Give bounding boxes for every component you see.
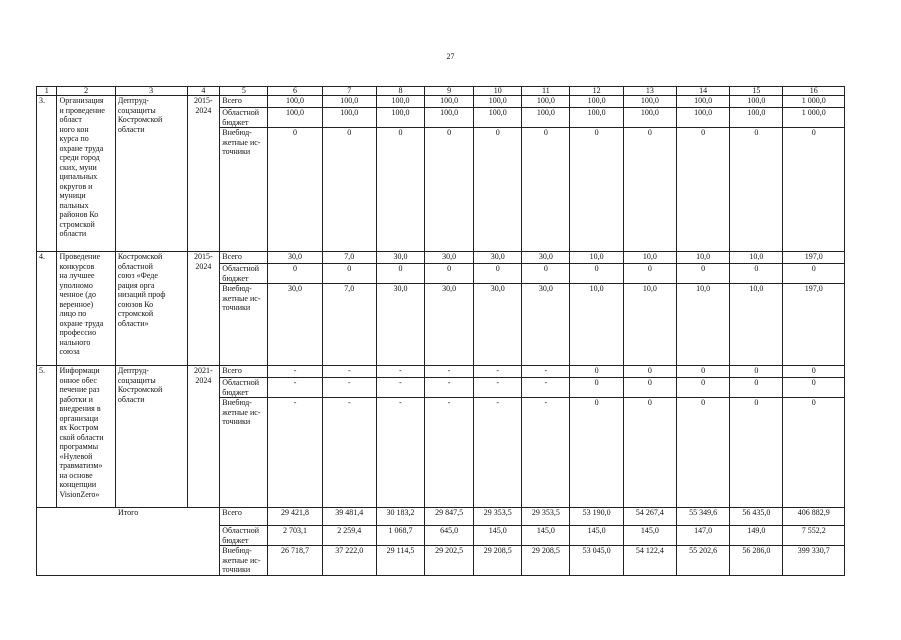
year-value: 0 — [676, 378, 729, 398]
funding-source: Внебюд- жетные ис- точники — [220, 546, 268, 576]
total-value: 29 847,5 — [425, 508, 474, 526]
year-value: 0 — [522, 128, 570, 252]
year-value: 100,0 — [730, 108, 783, 128]
year-value: 0 — [623, 378, 676, 398]
total-value: 29 208,5 — [522, 546, 570, 576]
column-number-header: 5 — [220, 87, 268, 96]
year-value: 10,0 — [730, 284, 783, 366]
year-value: 197,0 — [783, 284, 845, 366]
year-value: 100,0 — [474, 108, 522, 128]
total-value: 145,0 — [522, 526, 570, 546]
year-value: 0 — [322, 128, 376, 252]
year-value: - — [268, 366, 322, 378]
year-value: 0 — [783, 378, 845, 398]
total-value: 29 114,5 — [376, 546, 424, 576]
year-value: 30,0 — [522, 252, 570, 264]
total-value: 29 353,5 — [522, 508, 570, 526]
item-index: 4. — [37, 252, 57, 366]
total-value: 55 349,6 — [676, 508, 729, 526]
total-value: 645,0 — [425, 526, 474, 546]
year-value: - — [522, 366, 570, 378]
year-value: - — [322, 366, 376, 378]
year-value: 0 — [730, 378, 783, 398]
year-value: - — [376, 398, 424, 508]
year-value: 0 — [268, 128, 322, 252]
column-number-header: 16 — [783, 87, 845, 96]
year-value: - — [376, 378, 424, 398]
total-value: 29 421,8 — [268, 508, 322, 526]
total-value: 29 202,5 — [425, 546, 474, 576]
year-value: 0 — [783, 264, 845, 284]
year-value: 0 — [783, 128, 845, 252]
column-number-header: 6 — [268, 87, 322, 96]
item-executor: Дептруд- соцзащиты Костромской области — [115, 96, 187, 252]
total-value: 1 068,7 — [376, 526, 424, 546]
column-number-header: 3 — [115, 87, 187, 96]
total-value: 399 330,7 — [783, 546, 845, 576]
total-value: 54 122,4 — [623, 546, 676, 576]
total-label: Итого — [37, 508, 220, 576]
table-row — [37, 96, 845, 108]
year-value: 0 — [570, 398, 623, 508]
funding-source: Всего — [220, 366, 268, 378]
total-value: 55 202,6 — [676, 546, 729, 576]
year-value: 0 — [676, 264, 729, 284]
year-value: - — [474, 366, 522, 378]
year-value: - — [474, 378, 522, 398]
year-value: 30,0 — [474, 252, 522, 264]
year-value: 10,0 — [623, 252, 676, 264]
year-value: - — [522, 398, 570, 508]
year-value: 0 — [730, 128, 783, 252]
year-value: - — [376, 366, 424, 378]
total-value: 39 481,4 — [322, 508, 376, 526]
year-value: 1 000,0 — [783, 108, 845, 128]
item-period: 2021- 2024 — [187, 366, 220, 508]
funding-source: Областной бюджет — [220, 378, 268, 398]
year-value: 0 — [623, 264, 676, 284]
year-value: 100,0 — [570, 96, 623, 108]
year-value: 0 — [268, 264, 322, 284]
column-number-header: 8 — [376, 87, 424, 96]
year-value: 100,0 — [676, 108, 729, 128]
year-value: - — [268, 398, 322, 508]
column-number-header: 14 — [676, 87, 729, 96]
year-value: 100,0 — [730, 96, 783, 108]
year-value: 100,0 — [268, 108, 322, 128]
column-number-header: 7 — [322, 87, 376, 96]
year-value: 1 000,0 — [783, 96, 845, 108]
total-value: 29 353,5 — [474, 508, 522, 526]
year-value: 100,0 — [474, 96, 522, 108]
column-number-header: 1 — [37, 87, 57, 96]
year-value: 30,0 — [425, 252, 474, 264]
year-value: 10,0 — [623, 284, 676, 366]
year-value: 10,0 — [570, 284, 623, 366]
total-value: 53 045,0 — [570, 546, 623, 576]
year-value: 10,0 — [730, 252, 783, 264]
year-value: 30,0 — [522, 284, 570, 366]
funding-source: Внебюд- жетные ис- точники — [220, 284, 268, 366]
total-value: 2 703,1 — [268, 526, 322, 546]
year-value: 0 — [570, 264, 623, 284]
year-value: 10,0 — [676, 252, 729, 264]
item-name: Проведение конкурсов на лучшее уполномо ченное (до веренное) лицо по охране труда профессио нального союза — [57, 252, 115, 366]
table-body — [37, 87, 845, 576]
item-period: 2015- 2024 — [187, 252, 220, 366]
year-value: 30,0 — [268, 252, 322, 264]
table-row — [37, 252, 845, 264]
year-value: - — [322, 398, 376, 508]
total-value: 145,0 — [623, 526, 676, 546]
item-period: 2015- 2024 — [187, 96, 220, 252]
total-value: 29 208,5 — [474, 546, 522, 576]
column-number-header: 12 — [570, 87, 623, 96]
year-value: 100,0 — [623, 108, 676, 128]
year-value: 0 — [623, 128, 676, 252]
funding-source: Всего — [220, 96, 268, 108]
year-value: 100,0 — [570, 108, 623, 128]
year-value: 0 — [376, 264, 424, 284]
page-number: 27 — [446, 52, 455, 61]
total-value: 37 222,0 — [322, 546, 376, 576]
year-value: - — [268, 378, 322, 398]
header-row — [37, 87, 845, 96]
year-value: 0 — [623, 366, 676, 378]
year-value: 100,0 — [322, 96, 376, 108]
total-value: 2 259,4 — [322, 526, 376, 546]
item-executor: Костромской областной союз «Феде рация орга низаций проф союзов Ко стромской области» — [115, 252, 187, 366]
year-value: 0 — [730, 366, 783, 378]
total-value: 145,0 — [474, 526, 522, 546]
year-value: 0 — [783, 366, 845, 378]
funding-source: Всего — [220, 508, 268, 526]
year-value: 100,0 — [425, 96, 474, 108]
year-value: - — [322, 378, 376, 398]
year-value: 0 — [730, 398, 783, 508]
total-value: 56 286,0 — [730, 546, 783, 576]
year-value: 0 — [474, 128, 522, 252]
table-row — [37, 366, 845, 378]
funding-source: Внебюд- жетные ис- точники — [220, 128, 268, 252]
total-value: 147,0 — [676, 526, 729, 546]
year-value: 10,0 — [570, 252, 623, 264]
item-index: 3. — [37, 96, 57, 252]
year-value: 0 — [570, 128, 623, 252]
year-value: 100,0 — [425, 108, 474, 128]
item-index: 5. — [37, 366, 57, 508]
year-value: - — [425, 366, 474, 378]
funding-source: Всего — [220, 252, 268, 264]
year-value: 0 — [322, 264, 376, 284]
year-value: 0 — [676, 398, 729, 508]
year-value: 10,0 — [676, 284, 729, 366]
year-value: 0 — [676, 366, 729, 378]
year-value: 30,0 — [376, 284, 424, 366]
year-value: 0 — [376, 128, 424, 252]
column-number-header: 4 — [187, 87, 220, 96]
year-value: - — [425, 398, 474, 508]
total-value: 406 882,9 — [783, 508, 845, 526]
total-value: 149,0 — [730, 526, 783, 546]
year-value: 0 — [425, 128, 474, 252]
column-number-header: 11 — [522, 87, 570, 96]
year-value: 197,0 — [783, 252, 845, 264]
year-value: 100,0 — [268, 96, 322, 108]
total-value: 53 190,0 — [570, 508, 623, 526]
year-value: 30,0 — [376, 252, 424, 264]
funding-source: Областной бюджет — [220, 264, 268, 284]
total-value: 7 552,2 — [783, 526, 845, 546]
total-value: 26 718,7 — [268, 546, 322, 576]
year-value: 30,0 — [474, 284, 522, 366]
year-value: 0 — [474, 264, 522, 284]
total-value: 54 267,4 — [623, 508, 676, 526]
year-value: 0 — [623, 398, 676, 508]
year-value: 100,0 — [676, 96, 729, 108]
column-number-header: 9 — [425, 87, 474, 96]
year-value: - — [425, 378, 474, 398]
year-value: 0 — [570, 378, 623, 398]
item-executor: Дептруд- соцзащиты Костромской области — [115, 366, 187, 508]
year-value: 30,0 — [268, 284, 322, 366]
column-number-header: 15 — [730, 87, 783, 96]
year-value: 100,0 — [623, 96, 676, 108]
budget-table — [36, 86, 845, 576]
total-value: 56 435,0 — [730, 508, 783, 526]
item-name: Организация и проведение област ного кон курса по охране труда среди город ских, муни ципальных округов и муници пальных районов Ко стромской области — [57, 96, 115, 252]
year-value: 0 — [783, 398, 845, 508]
column-number-header: 10 — [474, 87, 522, 96]
funding-source: Внебюд- жетные ис- точники — [220, 398, 268, 508]
column-number-header: 2 — [57, 87, 115, 96]
funding-source: Областной бюджет — [220, 108, 268, 128]
year-value: 7,0 — [322, 252, 376, 264]
year-value: 30,0 — [425, 284, 474, 366]
total-row — [37, 508, 845, 526]
column-number-header: 13 — [623, 87, 676, 96]
year-value: 0 — [570, 366, 623, 378]
year-value: 7,0 — [322, 284, 376, 366]
year-value: - — [474, 398, 522, 508]
year-value: 100,0 — [522, 108, 570, 128]
year-value: 100,0 — [376, 108, 424, 128]
year-value: 0 — [730, 264, 783, 284]
year-value: 0 — [425, 264, 474, 284]
total-value: 145,0 — [570, 526, 623, 546]
item-name: Информаци онное обес печение раз работки и внедрения в организаци ях Костром ской области программы «Нулевой травматизм» на основе концепции VisionZero» — [57, 366, 115, 508]
year-value: 100,0 — [522, 96, 570, 108]
total-value: 30 183,2 — [376, 508, 424, 526]
funding-source: Областной бюджет — [220, 526, 268, 546]
year-value: - — [522, 378, 570, 398]
year-value: 0 — [522, 264, 570, 284]
year-value: 100,0 — [322, 108, 376, 128]
year-value: 0 — [676, 128, 729, 252]
year-value: 100,0 — [376, 96, 424, 108]
